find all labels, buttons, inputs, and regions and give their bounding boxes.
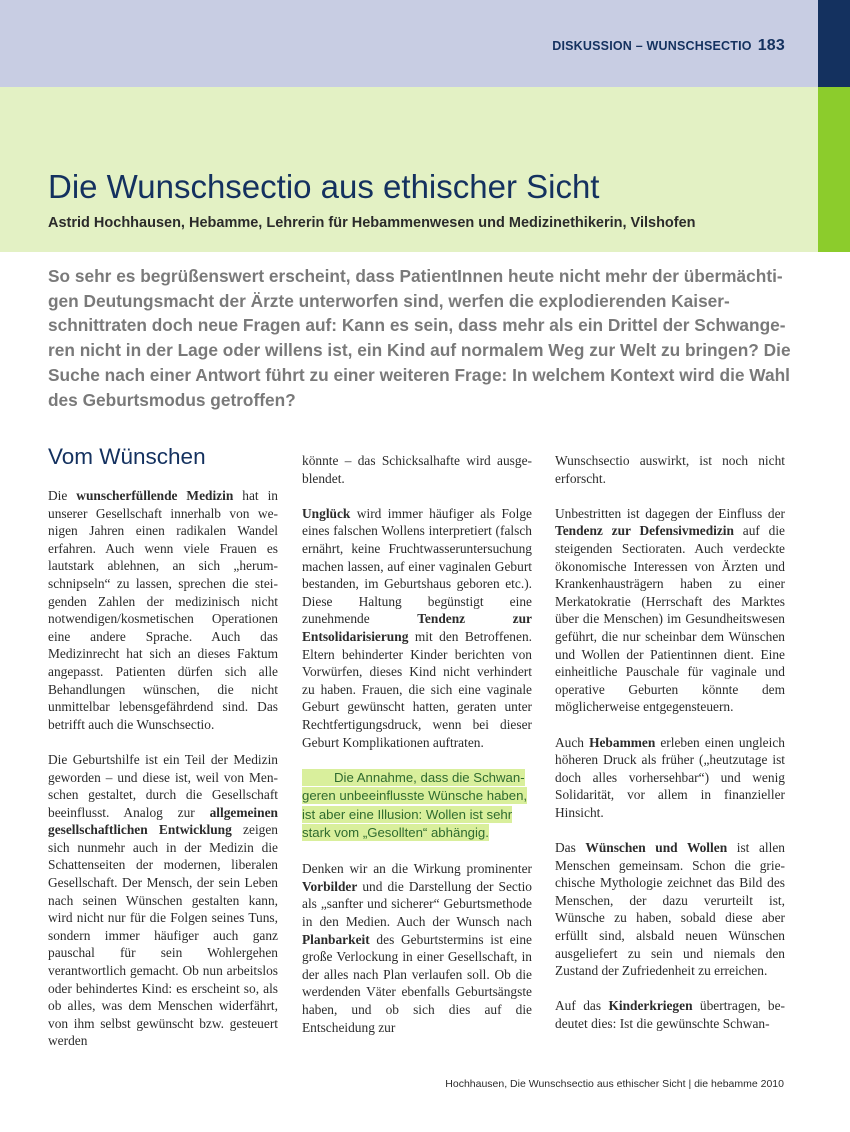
pull-quote — [302, 769, 532, 843]
article-title: Die Wunschsectio aus ethischer Sicht — [48, 168, 600, 205]
running-head-text: DISKUSSION – WUNSCHSECTIO — [552, 39, 752, 53]
paragraph: Die Geburtshilfe ist ein Teil der Medizin geworden – und diese ist, weil von Menschen gestaltet, durch die Gesellschaft beeinflusst. Analog zur allgemeinen gesellschaftlichen Entwicklung zeigen sich nunmehr auch in der Medizin die Schattenseiten der modernen, liberalen Gesellschaft. Der Mensch, der sein Leben nach seinen Wünschen gestalten kann, wird nicht nur für die Folgen seines Tuns, sondern immer häufiger auch ganz pauschal für sein Wohlergehen verantwortlich gemacht. Ob nun arbeitslos oder behindertes Kind: es erscheint so, als ob alles, was dem Menschen widerfährt, von ihm selbst gewünscht bzw. gesteuert werden — [48, 751, 278, 1049]
column-1 — [48, 487, 278, 1068]
paragraph: Unbestritten ist dagegen der Einfluss der Tendenz zur Defensivmedizin auf die steigenden Sectioraten. Auch verdeckte ökonomische Interessen von Ärzten und Krankenhausträgern haben zu einer Merkatokratie (Herrschaft des Marktes über die Menschen) im Gesundheitswesen geführt, die nur scheinbar dem Wünschen und Wollen der Patientinnen dient. Eine einheitliche Pauschale für vaginale und operative Geburten könnte dem möglicherweise entgegensteuern. — [555, 505, 785, 715]
bold-term: wunscherfüllende Medizin — [76, 488, 234, 503]
paragraph: Wunschsectio auswirkt, ist noch nicht erforscht. — [555, 453, 785, 486]
bold-term: Tendenz zur Defensivmedizin — [555, 523, 734, 539]
pull-quote-text: Die Annahme, dass die Schwangeren unbeeinflusste Wünsche haben, ist aber eine Illusion: Wollen ist sehr stark vom „Gesollten“ abhängig. — [302, 769, 528, 841]
lead-paragraph: So sehr es begrüßenswert erscheint, dass PatientInnen heute nicht mehr der übermächtigen Deutungsmacht der Ärzte unterworfen sind, werfen die explodierenden Kaiserschnittraten doch neue Fragen auf: Kann es sein, dass mehr als ein Drittel der Schwangeren nicht in der Lage oder willens ist, ein Kind auf normalem Weg zur Welt zu bringen? Die Suche nach einer Antwort führt zu einer weiteren Frage: In welchem Kontext wird die Wahl des Geburtsmodus getroffen? — [48, 266, 791, 410]
paragraph: könnte – das Schicksalhafte wird ausgeblendet. — [302, 453, 532, 486]
bold-term: Wünschen und Wollen — [585, 840, 728, 856]
paragraph: Auf das Kinderkriegen übertragen, bedeutet dies: Ist die gewünschte Schwan- — [555, 998, 785, 1031]
bold-term: Tendenz zur Entsolidarisierung — [302, 611, 533, 644]
header-accent-block — [818, 0, 850, 87]
column-2 — [302, 452, 532, 1054]
paragraph: Die wunscherfüllende Medizin hat in unserer Gesellschaft innerhalb von wenigen Jahren einen radikalen Wandel erfahren. Auch wenn viele Frauen es lautstark ablehnen, an sich „herumschnipseln“ zu lassen, sprechen die steigenden Zahlen der medizinisch nicht notwendigen/kosmetischen Operationen eine andere Sprache. Auch das Medizinrecht hat sich an dieses Faktum angepasst. Patienten dürfen sich alle Behandlungen wünschen, die nicht unmittelbar lebensgefährdend sind. Das betrifft auch die Wunschsectio. — [48, 488, 278, 732]
bold-term: Hebammen — [589, 734, 656, 750]
bold-term: Unglück — [302, 505, 351, 521]
bold-term: Vorbilder — [302, 878, 358, 894]
paragraph: Auch Hebammen erleben einen ungleich höheren Druck als früher („heutzutage ist doch alles vorhersehbar“) und wenig Solidarität, vor allem in finanzieller Hinsicht. — [555, 734, 785, 820]
paragraph: Unglück wird immer häufiger als Folge eines falschen Wollens interpretiert (falsch ernährt, keine Fruchtwasseruntersuchung machen lassen, auf einer vaginalen Geburt bestanden, im Geburtshaus geboren etc.). Diese Haltung begünstigt eine zunehmende Tendenz zur Entsolidarisierung mit den Betroffenen. Eltern behinderter Kinder berichten von Vorwürfen, dieses Kind nicht verhindert zu haben. Frauen, die sich eine vaginale Geburt gewünscht hatten, geraten unter Rechtfertigungsdruck, wenn bei dieser Geburt Komplikationen auftraten. — [302, 505, 533, 750]
running-head — [552, 37, 785, 55]
paragraph: Das Wünschen und Wollen ist allen Menschen gemeinsam. Schon die griechische Mythologie zeichnet das Bild des Menschen, der dazu verurteilt ist, Wünsche zu haben, sobald diese aber erfüllt sind, alsbald neuen Wünschen ausgeliefert zu sein und niemals den Zustand der Zufriedenheit zu erreichen. — [555, 840, 785, 979]
footer-citation: Hochhausen, Die Wunschsectio aus ethischer Sicht | die hebamme 2010 — [445, 1078, 784, 1090]
bold-term: Kinderkriegen — [608, 998, 693, 1014]
paragraph: Denken wir an die Wirkung prominenter Vorbilder und die Darstellung der Sectio als „sanfter und sicherer“ Geburtsmethode in den Medien. Auch der Wunsch nach Planbarkeit des Geburtstermins ist eine große Verlockung in einer Gesellschaft, in der alles nach Plan verlaufen soll. Ob die werdenden Väter ebenfalls Geburtsängste haben, und ob sich dies auf die Entscheidung zur — [302, 861, 532, 1035]
section-heading: Vom Wünschen — [48, 444, 206, 469]
author-line: Astrid Hochhausen, Hebamme, Lehrerin für Hebammenwesen und Medizinethikerin, Vilshofen — [48, 215, 696, 231]
bold-term: allgemeinen gesellschaftlichen Entwicklung — [48, 804, 278, 838]
column-3 — [555, 452, 785, 1050]
title-accent-block — [818, 87, 850, 252]
bold-term: Planbarkeit — [302, 931, 370, 947]
page-number: 183 — [757, 37, 785, 54]
